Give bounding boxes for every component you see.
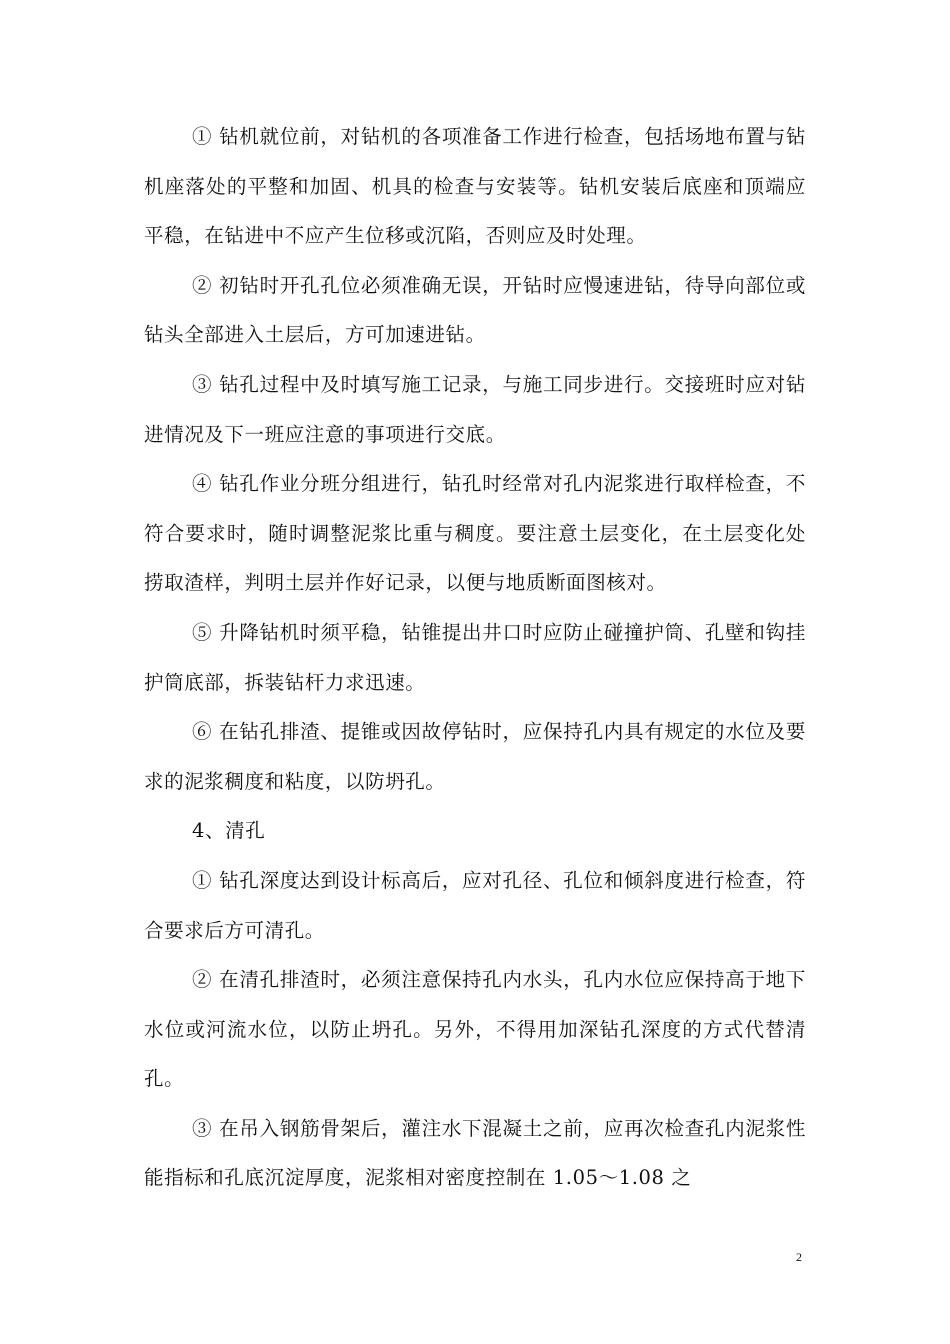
paragraph-water-level: ⑥ 在钻孔排渣、提锥或因故停钻时，应保持孔内具有规定的水位及要求的泥浆稠度和粘度，以防坍孔。 <box>144 720 806 793</box>
page-number: 2 <box>796 1250 802 1264</box>
paragraph-slurry-density: ③ 在吊入钢筋骨架后，灌注水下混凝土之前，应再次检查孔内泥浆性能指标和孔底沉淀厚度，泥浆相对密度控制在 1.05～1.08 之 <box>144 1116 806 1190</box>
paragraph-construction-records: ③ 钻孔过程中及时填写施工记录，与施工同步进行。交接班时应对钻进情况及下一班应注意的事项进行交底。 <box>144 372 806 446</box>
section-heading-hole-cleaning: 4、清孔 <box>192 819 266 843</box>
paragraph-lifting-drill: ⑤ 升降钻机时须平稳，钻锥提出井口时应防止碰撞护筒、孔壁和钩挂护筒底部，拆装钻杆力求迅速。 <box>144 620 806 694</box>
document-body <box>144 112 806 1203</box>
paragraph-depth-check: ① 钻孔深度达到设计标高后，应对孔径、孔位和倾斜度进行检查，符合要求后方可清孔。 <box>144 868 806 942</box>
paragraph-drill-positioning: ① 钻机就位前，对钻机的各项准备工作进行检查，包括场地布置与钻机座落处的平整和加固、机具的检查与安装等。钻机安装后底座和顶端应平稳，在钻进中不应产生位移或沉陷，否则应及时处理。 <box>144 125 806 248</box>
paragraph-slurry-sampling: ④ 钻孔作业分班分组进行，钻孔时经常对孔内泥浆进行取样检查，不符合要求时，随时调整泥浆比重与稠度。要注意土层变化，在土层变化处捞取渣样，判明土层并作好记录，以便与地质断面图核对。 <box>144 472 806 595</box>
paragraph-slag-removal: ② 在清孔排渣时，必须注意保持孔内水头，孔内水位应保持高于地下水位或河流水位，以防止坍孔。另外，不得用加深钻孔深度的方式代替清孔。 <box>144 968 806 1091</box>
paragraph-initial-drilling: ② 初钻时开孔孔位必须准确无误，开钻时应慢速进钻，待导向部位或钻头全部进入土层后，方可加速进钻。 <box>144 273 806 347</box>
